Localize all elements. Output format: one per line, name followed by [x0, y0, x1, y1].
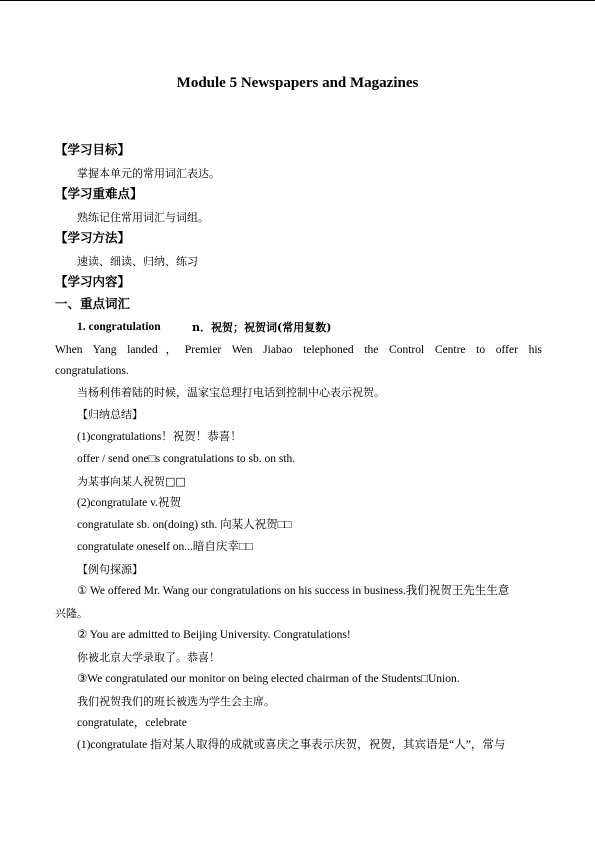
- example-sentence-2: ② You are admitted to Beijing University. Congratulations!: [77, 629, 351, 641]
- compare-words: congratulate，celebrate: [77, 717, 187, 729]
- key-text: 熟练记住常用词汇与词组。: [77, 211, 209, 224]
- summary-line: offer / send one□s congratulations to sb. on sth.: [77, 453, 296, 465]
- top-border: [0, 0, 595, 1]
- example-sentence-2-translation: 你被北京大学录取了。恭喜！: [77, 651, 220, 664]
- summary-heading: 【归纳总结】: [77, 408, 143, 421]
- summary-line: 为某事向某人祝贺□□: [77, 475, 186, 488]
- example-sentence-3: ③We congratulated our monitor on being elected chairman of the Students□Union.: [77, 673, 460, 685]
- method-heading: 【学习方法】: [55, 230, 131, 245]
- summary-line: congratulate oneself on...暗自庆幸□□: [77, 541, 253, 553]
- example-line-1: When Yang landed，Premier Wen Jiabao telephoned the Control Centre to offer his: [55, 344, 542, 356]
- method-text: 速读、细读、归纳、练习: [77, 255, 198, 268]
- summary-line: (1)congratulations！祝贺！恭喜！: [77, 431, 242, 443]
- compare-note: (1)congratulate 指对某人取得的成就或喜庆之事表示庆贺，祝贺，其宾语是“人”，常与: [77, 739, 506, 751]
- goal-heading: 【学习目标】: [55, 142, 131, 157]
- example-sentence-1-cont: 兴隆。: [55, 607, 88, 620]
- example-sentence-1: ① We offered Mr. Wang our congratulations on his success in business.我们祝贺王先生生意: [77, 585, 510, 597]
- example-translation: 当杨利伟着陆的时候，温家宝总理打电话到控制中心表示祝贺。: [77, 386, 385, 399]
- example-sentence-3-translation: 我们祝贺我们的班长被选为学生会主席。: [77, 695, 275, 708]
- part1-heading: 一、重点词汇: [55, 296, 131, 311]
- entry-definition: n．祝贺；祝贺词(常用复数): [192, 321, 332, 334]
- goal-text: 掌握本单元的常用词汇表达。: [77, 167, 220, 180]
- summary-line: (2)congratulate v.祝贺: [77, 497, 181, 509]
- example-line-2: congratulations.: [55, 365, 129, 377]
- page-title: Module 5 Newspapers and Magazines: [176, 75, 419, 91]
- key-heading: 【学习重难点】: [55, 186, 143, 201]
- examples-heading: 【例句探源】: [77, 563, 143, 576]
- content-heading: 【学习内容】: [55, 274, 131, 289]
- entry-word: 1. congratulation: [77, 321, 161, 333]
- summary-line: congratulate sb. on(doing) sth. 向某人祝贺□□: [77, 519, 292, 531]
